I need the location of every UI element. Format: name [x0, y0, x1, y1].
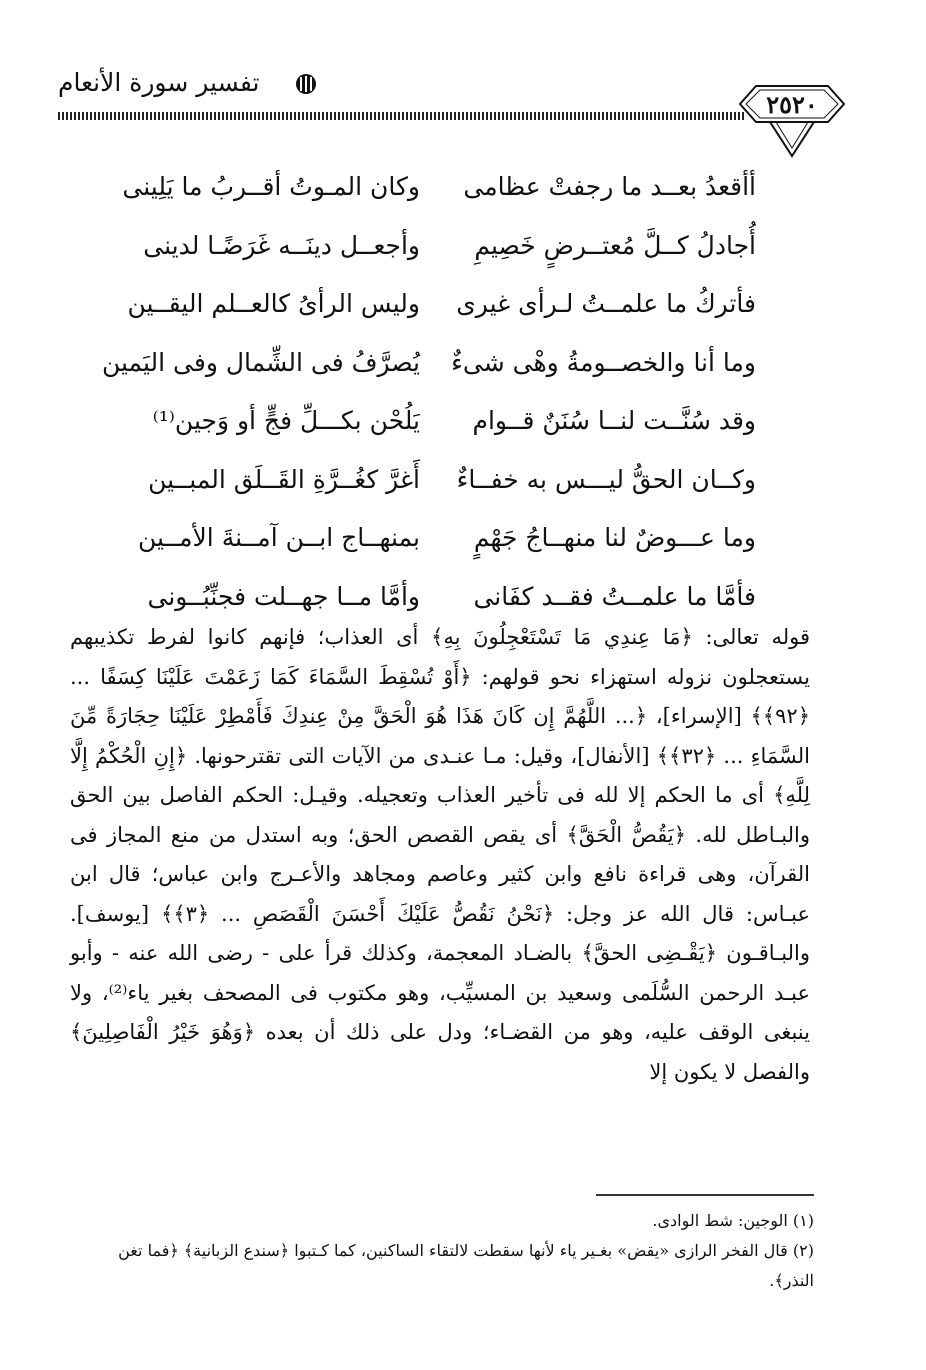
poem	[101, 172, 756, 640]
verse-second-hemistich: وليس الرأىُ كالعــلم اليقــين	[127, 289, 420, 318]
verse-first-hemistich: أُجادلُ كــلَّ مُعتــرضٍ خَصِيمِ	[474, 230, 756, 260]
page-header	[48, 60, 878, 160]
verse	[101, 347, 756, 407]
verse-second-hemistich: أَغرَّ كغُــرَّةِ القَــلَق المبــين	[148, 464, 420, 494]
verse-second-hemistich: يَلُحْن بكـــلِّ فجٍّ أو وَجين⁽¹⁾	[152, 406, 420, 435]
running-title: تفسير سورة الأنعام	[58, 68, 260, 97]
footnote-1: (١) الوجين: شط الوادى.	[652, 1211, 814, 1230]
verse-second-hemistich: وكان المـوتُ أقــربُ ما يَلِينى	[122, 172, 420, 201]
verse-second-hemistich: بمنهــاج ابــن آمــنةَ الأمــين	[137, 523, 420, 552]
verse-first-hemistich: أأقعدُ بعــد ما رجفتْ عظامى	[463, 172, 756, 201]
verse-second-hemistich: وأجعــل دينَــه غَرَضًـا لدينى	[143, 230, 420, 260]
verse-second-hemistich: يُصرَّفُ فى الشِّمال وفى اليَمين	[101, 347, 420, 377]
verse	[120, 172, 756, 231]
verse-first-hemistich: فأتركُ ما علمــتُ لـرأى غيرى	[456, 289, 756, 318]
verse	[120, 523, 756, 582]
commentary-paragraph: قوله تعالى: ﴿مَا عِندِي مَا تَسْتَعْجِلُونَ بِهِ﴾ أى العذاب؛ فإنهم كانوا لفرط تكذيبهم يستعجلون نزوله استهزاء نحو قولهم: ﴿أَوْ تُسْقِطَ السَّمَاءَ كَمَا زَعَمْتَ عَلَيْنَا كِسَفًا ... ﴿٩٢﴾﴾ [الإسراء]، ﴿... اللَّهُمَّ إِن كَانَ هَذَا هُوَ الْحَقَّ مِنْ عِندِكَ فَأَمْطِرْ عَلَيْنَا حِجَارَةً مِّنَ السَّمَاءِ ... ﴿٣٢﴾﴾ [الأنفال]، وقيل: مـا عنـدى من الآيات التى تقترحونها. ﴿إِنِ الْحُكْمُ إِلَّا لِلَّهِ﴾ أى ما الحكم إلا لله فى تأخير العذاب وتعجيله. وقيـل: الحكم الفاصل بين الحق والبـاطل لله. ﴿يَقُصُّ الْحَقَّ﴾ أى يقص القصص الحق؛ وبه استدل من منع المجاز فى القرآن، وهى قراءة نافع وابن كثير وعاصم ومجاهد والأعـرج وابن عباس؛ قال ابن عبـاس: قال الله عز وجل: ﴿نَحْنُ نَقُصُّ عَلَيْكَ أَحْسَنَ الْقَصَصِ ... ﴿٣﴾﴾ [يوسف]. والبـاقـون ﴿يَقْـضِى الحقَّ﴾ بالضـاد المعجمة، وكذلك قرأ على - رضى الله عنه - وأبو عبـد الرحمن السُّلَمى وسعيد بن المسيِّب، وهو مكتوب فى المصحف بغير ياء⁽²⁾، ولا ينبغى الوقف عليه، وهو من القضـاء؛ ودل على ذلك أن بعده ﴿وَهُوَ خَيْرُ الْفَاصِلِينَ﴾ والفصل لا يكون إلا	[70, 625, 810, 1084]
header-rule	[58, 112, 746, 120]
verse	[120, 231, 756, 290]
footnotes	[70, 1206, 814, 1296]
commentary-text	[70, 618, 810, 1092]
footnote-divider	[596, 1194, 814, 1196]
medallion-icon	[294, 72, 318, 96]
verse-first-hemistich: فأمَّا ما علمــتُ فقــد كفَانى	[473, 581, 756, 611]
verse	[120, 289, 756, 348]
verse-first-hemistich: وما عـــوضٌ لنا منهــاجُ جَهْمٍ	[473, 523, 756, 552]
verse-first-hemistich: وما أنا والخصــومةُ وهْى شىءٌ	[451, 347, 756, 377]
verse	[120, 465, 756, 524]
verse	[120, 406, 756, 465]
page-number: ٢٥٢٠	[766, 90, 818, 119]
footnote-2: (٢) قال الفخر الرازى «يقض» بغـير ياء لأنها سقطت لالتقاء الساكنين، كما كـتبوا ﴿سندع الزبانية﴾ ﴿فما تغن النذر﴾.	[118, 1241, 814, 1290]
verse-second-hemistich: وأمَّا مــا جهــلت فجنِّبُــونى	[147, 581, 420, 611]
verse-first-hemistich: وقد سُنَّــت لنــا سُنَنٌ قــوام	[472, 406, 756, 435]
verse-first-hemistich: وكــان الحقُّ ليـــس به خفــاءٌ	[456, 464, 756, 494]
